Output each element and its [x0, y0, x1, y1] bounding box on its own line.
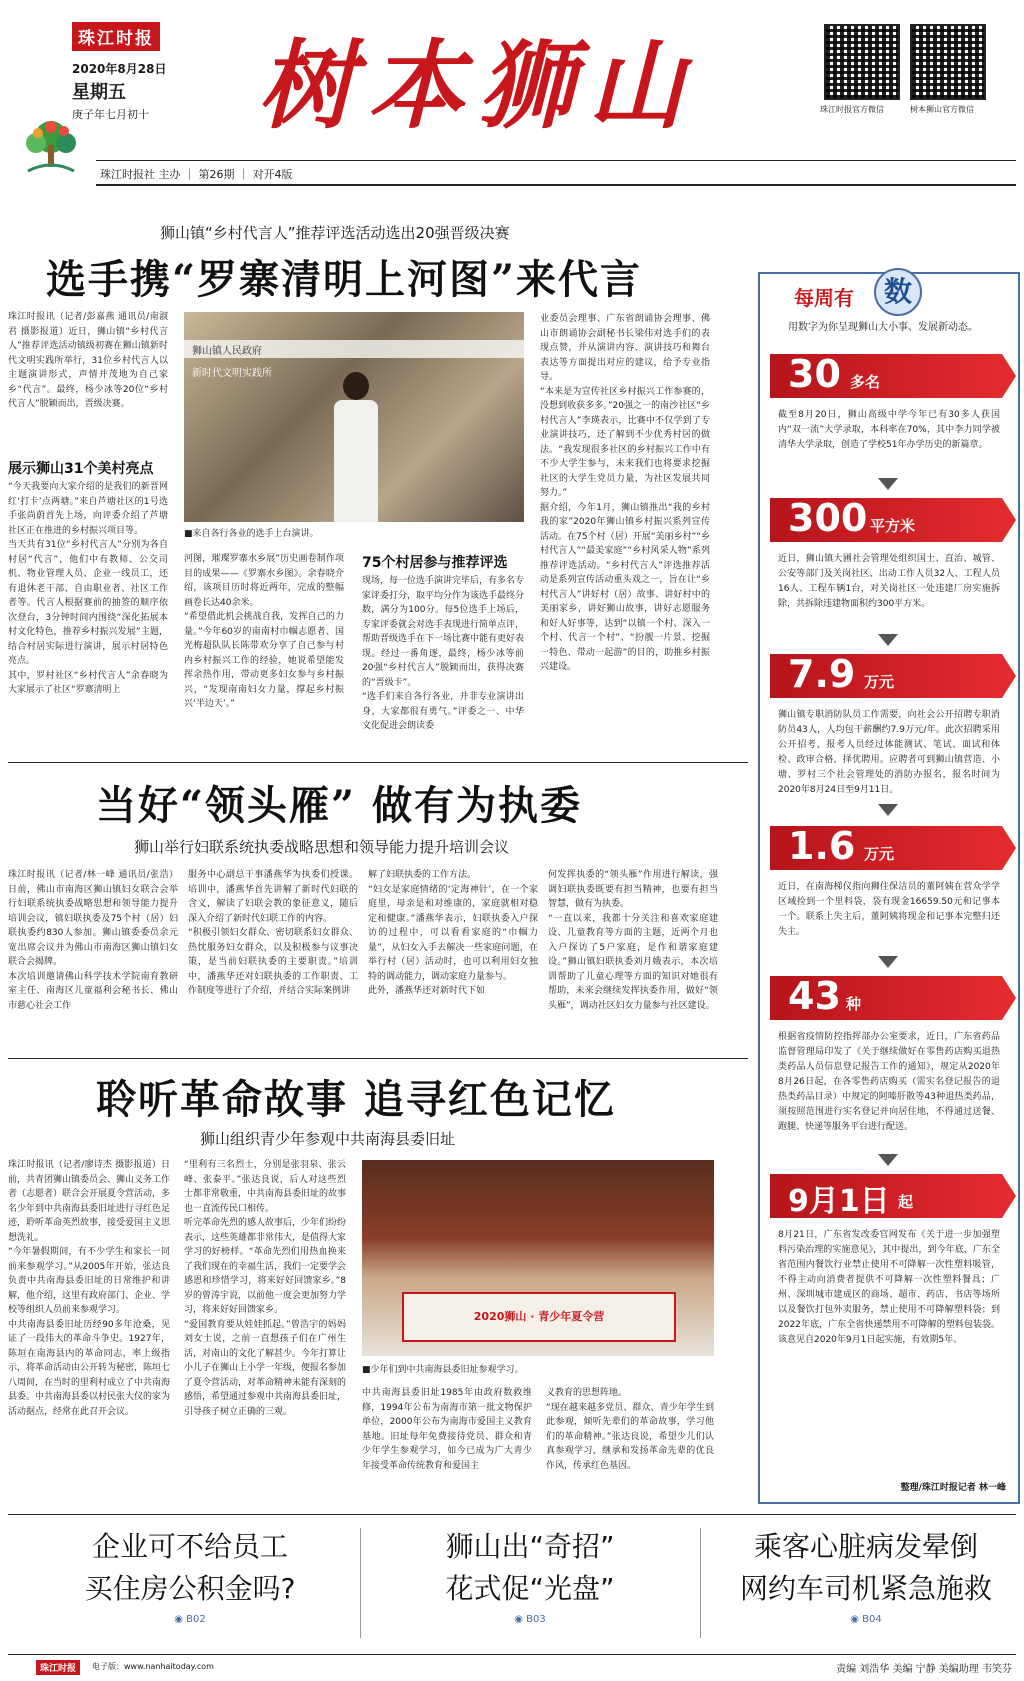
story1-column-2: 河图，璀璨罗寨水乡展”历史画卷制作项目的成果——《罗寨水乡图》。余春晓介绍，该项目历时将近两年，完成的整幅画卷长达40余米。 “希望借此机会挑战自我，发挥自己的力量。”今年60岁的南南村巾帼志愿者、国光梅超队队长陈带欢分享了自己参与村内乡村振兴工作的经验，她说希望能发挥余热作用，带动更多妇女参与乡村振兴，“发现南南妇女力量，撑起乡村振兴‘半边天’。” [184, 554, 344, 709]
page-link-icon: ◉ [514, 1614, 527, 1625]
stat-number: 7.9 [788, 652, 856, 696]
teaser-page: B03 [526, 1614, 546, 1625]
stat-unit: 万元 [864, 673, 895, 691]
down-arrow-icon [878, 634, 898, 646]
story3-column-1: 珠江时报讯（记者/廖诗杰 摄影报道）日前，共青团狮山镇委员会、狮山义务工作者（志愿者）联合会开展夏令营活动，多名少年到中共南海县委旧址进行寻红色足迹，聆听革命英烈故事，接受爱国主义思想洗礼。 “今年暑假期间，有不少学生和家长一同前来参观学习。”从2005年开始，张达良负责中共南海县委旧址的日常维护和讲解，他介绍，这里有政府部门、企业、学校等组织人员前来参观学习。 中共南海县委旧址历经90多年沧桑，见证了一段伟大的革命斗争史。1927年，陈垣在南海县内的革命同志，率上级指示，将革命活动由公开转为秘密，陈垣七八周间，在当时的里利村成立了中共南海县委。中共南海县委以村民张大仪的家为活动据点，经常在此召开会议。 [8, 1160, 170, 1417]
story2-column-3: 解了妇联执委的工作方法。 “妇女是家庭情绪的‘定海神针’，在一个家庭里，母亲是和对维康的，家庭就相对稳定和健康。”潘燕华表示，妇联执委入户探访的过程中，可以看看家庭的“巾帼力量”，从妇女入手去解决一些家庭问题，在举行村（居）活动时，也可以利用妇女独特的调动能力，调动家庭力量参与。 此外，潘燕华还对新时代下如 [368, 870, 538, 996]
story2-column-4: 何发挥执委的“领头雁”作用进行解读，强调妇联执委既要有担当精神，也要有担当智慧，做有为执委。 “一直以来，我都十分关注和喜欢家庭建设、儿童教育等方面的主题，近两个月也入户探访了5户家庭，是作和谐家庭建设。”狮山镇妇联执委刘月娥表示，本次培训帮助了儿童心理等方面的知识对她很有帮助，未来会继续发挥执委作用，做好“领头雁”，调动社区妇女力量参与社区建设。 [548, 870, 718, 1011]
stat-unit: 平方米 [870, 517, 916, 535]
story1-subhead-2: 75个村居参与推荐评选 [362, 555, 508, 571]
sidebar-subtitle: 用数字为你呈现狮山大小事、发展新动态。 [788, 322, 978, 333]
stat-text: 近日，在南海梯仪指向狮住保洁员的董阿姨在营众学学区域捡到一个里料袋，袋有现金16659.50元和记事本一个。联系上失主后，董阿姨将现金和记事本完整归还失主。 [778, 882, 1000, 937]
lunar-date: 庚子年七月初十 [72, 108, 149, 121]
story1-photo-caption: ■来自各行各业的选手上台演讲。 [184, 529, 319, 539]
qr-label: 珠江时报官方微信 [820, 105, 884, 114]
page-link-icon: ◉ [850, 1614, 863, 1625]
photo-sign-text: 狮山镇人民政府 [192, 346, 262, 357]
stat-unit: 起 [898, 1193, 914, 1211]
teaser-line: 花式促“光盘” [445, 1572, 615, 1605]
stat-banner [770, 976, 1002, 1020]
story3-column-4: 义教育的思想阵地。 “现在越来越多党员、群众、青少年学生到此参观，倾听先辈们的革命故事，学习他们的革命精神。”张达良说，希望少儿们认真参观学习，继承和发扬革命先辈的优良作风，传承红色基因。 [546, 1388, 714, 1471]
sidebar-title-main: 数 [874, 268, 922, 316]
story3-photo [362, 1160, 714, 1356]
tree-emblem-icon [8, 115, 94, 181]
issue-weekday: 星期五 [72, 82, 126, 103]
stat-number: 9月1日 [788, 1184, 890, 1219]
stat-text: 截至8月20日，狮山高级中学今年已有30多人获国内“双一流”大学录取，本科率在70%，其中李力同学被清华大学录取，创造了学校51年办学历史的新篇章。 [778, 410, 1000, 450]
story1-kicker: 狮山镇“乡村代言人”推荐评选活动选出20强晋级决赛 [160, 224, 510, 242]
down-arrow-icon [878, 804, 898, 816]
issue-date: 2020年8月28日 [72, 62, 167, 76]
story2-column-2: 服务中心副总干事潘燕华为执委们授课。培训中，潘燕华首先讲解了新时代妇联的含义，解读了妇联会教的象征意义，随后深入介绍了新时代妇联工作的内容。 “积极引领妇女群众、密切联系妇女群众、热忱服务妇女群众，以及积极参与议事决策，是当前妇联执委的主要职责。”培训中，潘燕华还对妇联执委的工作职责、工作制度等进行了介绍，并结合实际案例讲 [188, 870, 358, 996]
qr-label: 树本狮山官方微信 [910, 105, 974, 114]
stat-text: 近日，狮山镇大圃社会管理处组织国土、直治、城管、公安等部门及关岗社区、出动工作人员32人、工程人员16人、工程车辆1台，对关岗社区一处违建厂房实施拆除，共拆除违建物面积约300平方米。 [778, 554, 1000, 609]
story3-column-3: 中共南海县委旧址1985年由政府数救维修，1994年公布为南海市第一批文物保护单位，2000年公布为南海市爱国主义教育基地。旧址每年免费接待党员、群众和青少年学生参观学习，如今已成为广大青少年接受革命传统教育和爱国主 [362, 1388, 532, 1471]
teaser-page: B04 [862, 1614, 882, 1625]
footer-site-link[interactable]: 电子版：www.nanhaitoday.com [92, 1662, 214, 1671]
teaser-b03[interactable] [370, 1526, 690, 1625]
stat-number: 300 [788, 496, 868, 540]
weekly-numbers-sidebar [758, 272, 1020, 1504]
stat-text: 狮山镇专职消防队员工作需要，向社会公开招聘专职消防员43人，人均包干薪酬约7.9万元/年。此次招聘采用公开招考，报考人员经过体能测试、笔试、面试和体检、政审合格，择优聘用。应聘者可到狮山镇营造、小塘、罗村三个社会管理处的消防办报名，报名时间为2020年8月24日至9月11日。 [778, 710, 1000, 795]
qr-code-icon [824, 24, 900, 100]
stat-text: 8月21日，广东省发改委官网发布《关于进一步加强塑料污染治理的实施意见》，其中提出，到今年底，广东全省范围内餐饮行业禁止使用不可降解一次性塑料吸管，不得主动向消费者提供不可降解一次性塑料餐具；广州、深圳城市建成区的商场、超市、药店、书店等场所以及餐饮打包外卖服务，禁止使用不可降解塑料袋；到2022年底，广东全省快递禁用不可降解的塑料包装袋。该意见自2020年9月1日起实施，有效期5年。 [778, 1230, 1000, 1345]
teaser-line: 狮山出“奇招” [445, 1530, 615, 1563]
stat-banner [770, 826, 1002, 870]
teaser-page: B02 [186, 1614, 206, 1625]
story1-column-4: 业委员会理事、广东省朗诵协会理事、佛山市朗诵协会副秘书长梁伟对选手们的表现点赞，并从演讲内容、演讲技巧和舞台表达等方面提出对应的建议，给予专业指导。 “本来是为宣传社区乡村振兴工作参赛的，没想到收获多多。”20强之一的南沙社区“乡村代言人”李瑛表示，比赛中不仅学到了专业演讲技巧，还了解到不少优秀村居的做法。“我发现很多社区的乡村振兴工作中有不少大学生参与，未来我们也将要求挖掘社区的大学生党员力量，为社区发展共同努力。” 据介绍，今年1月，狮山镇推出“我的乡村我的家”2020年狮山镇乡村振兴系列宣传活动。在75个村（居）开展“美丽乡村”“乡村代言人”“最美家庭”“乡村风采人物”系列推荐评选活动。“乡村代言人”评选推荐活动是系列宣传活动重头戏之一，旨在让“乡村代言人”讲好村（居）故事、讲好村中的美丽家乡，讲好狮山故事，讲好志愿服务和好人好事等，达到“以镇一个村、深入一个村、代言一个村”、“扮靓一片景、挖掘一特色、带动一起游”的目的，助推乡村振兴建设。 [540, 314, 710, 672]
teaser-line: 网约车司机紧急施救 [739, 1572, 992, 1605]
teaser-line: 企业可不给员工 [91, 1530, 288, 1563]
teaser-b04[interactable] [706, 1526, 1024, 1625]
teaser-line: 买住房公积金吗? [84, 1572, 296, 1605]
stat-banner [770, 354, 1002, 398]
stat-banner [770, 1174, 1002, 1218]
down-arrow-icon [878, 956, 898, 968]
photo-banner [402, 1292, 676, 1342]
photo-sign-text: 新时代文明实践所 [192, 368, 272, 379]
story2-column-1: 珠江时报讯（记者/林一峰 通讯员/张浩）日前，佛山市南海区狮山镇妇女联合会举行妇联系统执委战略思想和领导能力提升培训会议，镇妇联执委及75个村（居）妇联执委约830人参加。狮山镇委委员余元宽出席会议并为佛山市南海区狮山镇妇女联合会揭牌。 本次培训邀请佛山科学技术学院南育教研室主任、南海区儿童福利会秘书长、佛山市慈心社会工作 [8, 870, 178, 1011]
footer-brand: 珠江时报 [36, 1660, 80, 1675]
story1-subhead-1: 展示狮山31个美村亮点 [8, 461, 154, 477]
teaser-b02[interactable] [30, 1526, 350, 1625]
stat-unit: 种 [846, 995, 862, 1013]
story1-column-3: 现场，每一位选手演讲完毕后，有多名专家评委打分，取平均分作为该选手最终分数，满分为100分。每5位选手上场后，专家评委就会对选手表现进行简单点评，帮助晋级选手在下一场比赛中能有更好表现。经过一番角逐，最终，杨少冰等前20强“乡村代言人”脱颖而出，获得决赛的“晋级卡”。 “选手们来自各行各业，并非专业演讲出身，大家都很有勇气。”评委之一、中华文化促进会朗读委 [362, 576, 524, 731]
down-arrow-icon [878, 1154, 898, 1166]
story2-headline: 当好“领头雁” 做有为执委 [96, 782, 582, 829]
speaker-figure [334, 372, 378, 522]
teaser-line: 乘客心脏病发晕倒 [753, 1530, 978, 1563]
story1-headline: 选手携“罗寨清明上河图”来代言 [46, 256, 643, 303]
sidebar-title-prefix: 每周有 [794, 286, 854, 310]
stat-banner [770, 654, 1002, 698]
masthead-title: 树本狮山 [258, 29, 698, 142]
qr-code-icon [910, 24, 986, 100]
story1-column-1b: “今天我要向大家介绍的是我们的新晋网红‘打卡’点两塘。”来自芦塘社区的1号选手张尚蔚首先上场，向评委介绍了芦塘社区正在推进的乡村振兴项目等。 当天共有31位“乡村代言人”分别为各自村居“代言”，他们中有教师、公交司机、物业管理人员、企业一线员工，还有退休老干部、自由职业者、社区工作者等。代言人根据赛前的抽签的顺序依次登台，3分钟时间内围绕“深化拓展本村文化特色，推荐乡村振兴发展”主题，结合村居实际进行演讲，展示村居特色亮点。 其中，罗村社区“乡村代言人”余春晓为大家展示了社区“罗寨清明上 [8, 482, 168, 695]
stat-text: 根据省疫情防控指挥部办公室要求，近日，广东省药品监督管理局印发了《关于继续做好在零售药店购买退热类药品人员信息登记报告工作的通知》，规定从2020年8月26日起，在各零售药店购买（需实名登记报告的退热类药品目录）中规定的阿嗪肝散等43种退热类药品，须按照范围进行实名登记并向居住地，不得通过送餐、跑腿、快递等服务平台进行配送。 [778, 1032, 1000, 1132]
down-arrow-icon [878, 478, 898, 490]
story3-subtitle: 狮山组织青少年参观中共南海县委旧址 [200, 1130, 456, 1148]
story3-photo-caption: ■少年们到中共南海县委旧址参观学习。 [362, 1365, 524, 1375]
story2-subtitle: 狮山举行妇联系统执委战略思想和领导能力提升培训会议 [134, 838, 510, 856]
stat-unit: 万元 [864, 845, 895, 863]
story3-headline: 聆听革命故事 追寻红色记忆 [96, 1076, 616, 1123]
page-link-icon: ◉ [174, 1614, 187, 1625]
photo-banner-text: 2020狮山 · 青少年夏令营 [473, 1310, 605, 1323]
sidebar-signature: 整理/珠江时报记者 林一峰 [900, 1483, 1006, 1493]
stat-banner [770, 498, 1002, 542]
stat-number: 30 [788, 352, 841, 396]
footer-credits: 责编 刘浩华 美编 宁静 美编助理 韦笑芬 [836, 1664, 1012, 1675]
stat-number: 1.6 [788, 824, 856, 868]
story1-column-1: 珠江时报讯（记者/彭嘉燕 通讯员/南淑君 摄影报道）近日，狮山镇“乡村代言人”推荐评选活动镇级初赛在狮山镇新时代文明实践所举行，31位乡村代言人以主题演讲形式，声情并茂地为自己家乡“代言”。最终，杨少冰等20位“乡村代言人”脱颖而出，晋级决赛。 [8, 312, 168, 409]
story1-photo [184, 312, 524, 522]
stat-unit: 多名 [850, 373, 881, 391]
publication-info: 珠江时报社 主办 ｜ 第26期 ｜ 对开4版 [100, 168, 293, 181]
brand-logo: 珠江时报 [72, 22, 160, 51]
story3-column-2: “里利有三名烈士，分别是张羽泉、张云峰、张泰平。”张达良说，后人对这些烈士都非常敬重，中共南海县委旧址的故事也一直流传民口相传。 听完革命先烈的感人故事后，少年们纷纷表示，这些英雄都非常伟大，是值得大家学习的好榜样。“革命先烈们用热血换来了我们现在的幸福生活，我们一定要学会感恩和珍惜学习，将来好好回馈家乡。”8岁的曾涛宇说，以前他一度会更加努力学习，将来好好回馈家乡。 “爱国教育要从娃娃抓起。”曾浩宇的妈妈刘女士说，之前一直想孩子们在广州生活，对南山的文化了解甚少。今年打算让小儿子在狮山上小学一年级，便报名参加了夏令营活动，对革命精神未能有深刻的感悟，希望通过参观中共南海县委旧址，引导孩子树立正确的三观。 [184, 1160, 346, 1417]
stat-number: 43 [788, 974, 841, 1018]
